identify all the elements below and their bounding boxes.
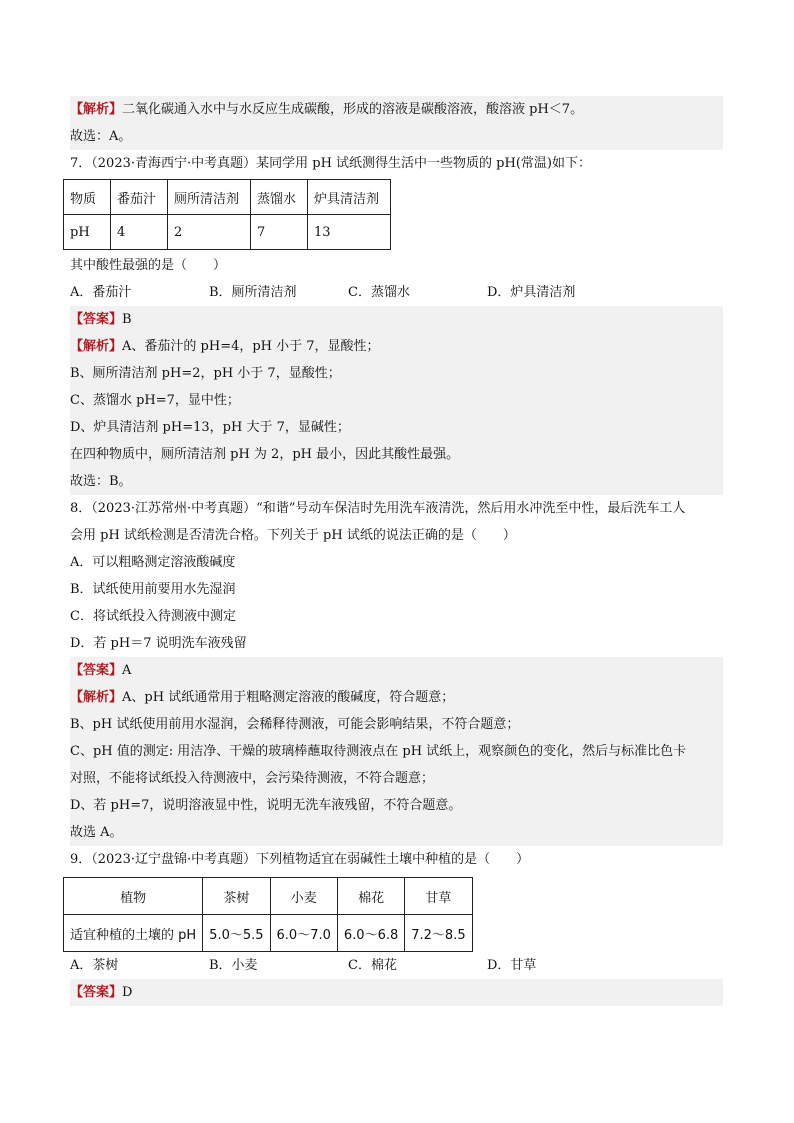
q8-analysis-line-1 [70, 684, 723, 711]
option-b: B．小麦 [209, 958, 258, 973]
table-cell: 炉具清洁剂 [308, 180, 391, 215]
table-cell: 番茄汁 [111, 180, 168, 215]
table-cell: 4 [111, 215, 168, 250]
q8-choose: 故选 A。 [70, 819, 723, 846]
table-cell: 2 [168, 215, 251, 250]
q7-analysis-line-4: D、炉具清洁剂 pH=13，pH 大于 7，显碱性； [70, 414, 723, 441]
option-b: B．厕所清洁剂 [209, 285, 297, 300]
table-cell: 物质 [64, 180, 111, 215]
option-d: D．炉具清洁剂 [487, 285, 576, 300]
table-cell: 蒸馏水 [251, 180, 308, 215]
option-a: A．茶树 [70, 958, 119, 973]
q6-analysis [70, 96, 723, 123]
q8-option-b: B．试纸使用前要用水先湿润 [70, 582, 236, 597]
table-row [64, 180, 391, 215]
q9-answer [70, 979, 723, 1006]
answer-tag: 【答案】 [70, 312, 123, 327]
q8-option-c: C．将试纸投入待测液中测定 [70, 609, 236, 624]
answer-value: B [122, 312, 132, 327]
analysis-text: A、番茄汁的 pH=4，pH 小于 7，显酸性； [122, 339, 380, 354]
q7-question: 其中酸性最强的是（ ） [70, 258, 227, 273]
q8-option-d: D．若 pH＝7 说明洗车液残留 [70, 636, 247, 651]
table-cell: 棉花 [337, 878, 404, 915]
table-cell: 7 [251, 215, 308, 250]
table-row [64, 215, 391, 250]
q7-answer [70, 306, 723, 333]
q7-analysis-line-3: C、蒸馏水 pH=7，显中性； [70, 387, 723, 414]
q6-choose: 故选：A。 [70, 123, 723, 150]
q8-option-a: A．可以粗略测定溶液酸碱度 [70, 555, 236, 570]
q9-stem: 9．（2023·辽宁盘锦·中考真题）下列植物适宜在弱碱性土壤中种植的是（ ） [70, 852, 530, 867]
q9-table [63, 877, 473, 952]
table-cell: 茶树 [203, 878, 270, 915]
q8-analysis-line-2: B、pH 试纸使用前用水湿润，会稀释待测液，可能会影响结果，不符合题意； [70, 711, 723, 738]
table-row [64, 878, 473, 915]
q8-analysis-line-3: C、pH 值的测定: 用洁净、干燥的玻璃棒蘸取待测液点在 pH 试纸上，观察颜色的变化，然后与标准比色卡 [70, 738, 723, 765]
table-cell: 植物 [64, 878, 203, 915]
analysis-tag: 【解析】 [70, 690, 123, 705]
table-cell: 厕所清洁剂 [168, 180, 251, 215]
table-row [64, 915, 473, 952]
q8-stem-line-2: 会用 pH 试纸检测是否清洗合格。下列关于 pH 试纸的说法正确的是（ ） [70, 528, 516, 543]
table-cell: 6.0～7.0 [270, 915, 337, 952]
q8-analysis-line-5: D、若 pH=7，说明溶液显中性，说明无洗车液残留，不符合题意。 [70, 792, 723, 819]
table-cell: 5.0～5.5 [203, 915, 270, 952]
table-cell: 6.0～6.8 [337, 915, 404, 952]
q8-answer [70, 657, 723, 684]
q7-analysis-line-5: 在四种物质中，厕所清洁剂 pH 为 2，pH 最小，因此其酸性最强。 [70, 441, 723, 468]
analysis-tag: 【解析】 [70, 339, 123, 354]
q7-analysis-line-2: B、厕所清洁剂 pH=2，pH 小于 7，显酸性； [70, 360, 723, 387]
analysis-text: 二氧化碳通入水中与水反应生成碳酸，形成的溶液是碳酸溶液，酸溶液 pH＜7。 [122, 102, 584, 117]
q7-options [70, 279, 723, 306]
answer-tag: 【答案】 [70, 663, 123, 678]
document-page [70, 96, 723, 1006]
q7-choose: 故选：B。 [70, 468, 723, 495]
option-c: C．棉花 [348, 958, 397, 973]
answer-value: D [122, 985, 133, 1000]
table-cell: 适宜种植的土壤的 pH [64, 915, 203, 952]
q8-stem-line-1: 8．（2023·江苏常州·中考真题）“和谐”号动车保洁时先用洗车液清洗，然后用水冲洗至中性，最后洗车工人 [70, 501, 686, 516]
table-cell: 7.2～8.5 [405, 915, 472, 952]
option-c: C．蒸馏水 [348, 285, 410, 300]
answer-value: A [122, 663, 132, 678]
option-d: D．甘草 [487, 958, 537, 973]
q7-stem: 7．（2023·青海西宁·中考真题）某同学用 pH 试纸测得生活中一些物质的 pH(常温)如下： [70, 156, 591, 171]
q8-analysis-line-4: 对照，不能将试纸投入待测液中，会污染待测液，不符合题意； [70, 765, 723, 792]
table-cell: pH [64, 215, 111, 250]
table-cell: 13 [308, 215, 391, 250]
analysis-text: A、pH 试纸通常用于粗略测定溶液的酸碱度，符合题意； [122, 690, 455, 705]
q7-table [63, 179, 391, 250]
analysis-tag: 【解析】 [70, 102, 123, 117]
option-a: A．番茄汁 [70, 285, 132, 300]
answer-tag: 【答案】 [70, 985, 123, 1000]
table-cell: 小麦 [270, 878, 337, 915]
q9-options [70, 952, 723, 979]
table-cell: 甘草 [405, 878, 472, 915]
q7-analysis-line-1 [70, 333, 723, 360]
